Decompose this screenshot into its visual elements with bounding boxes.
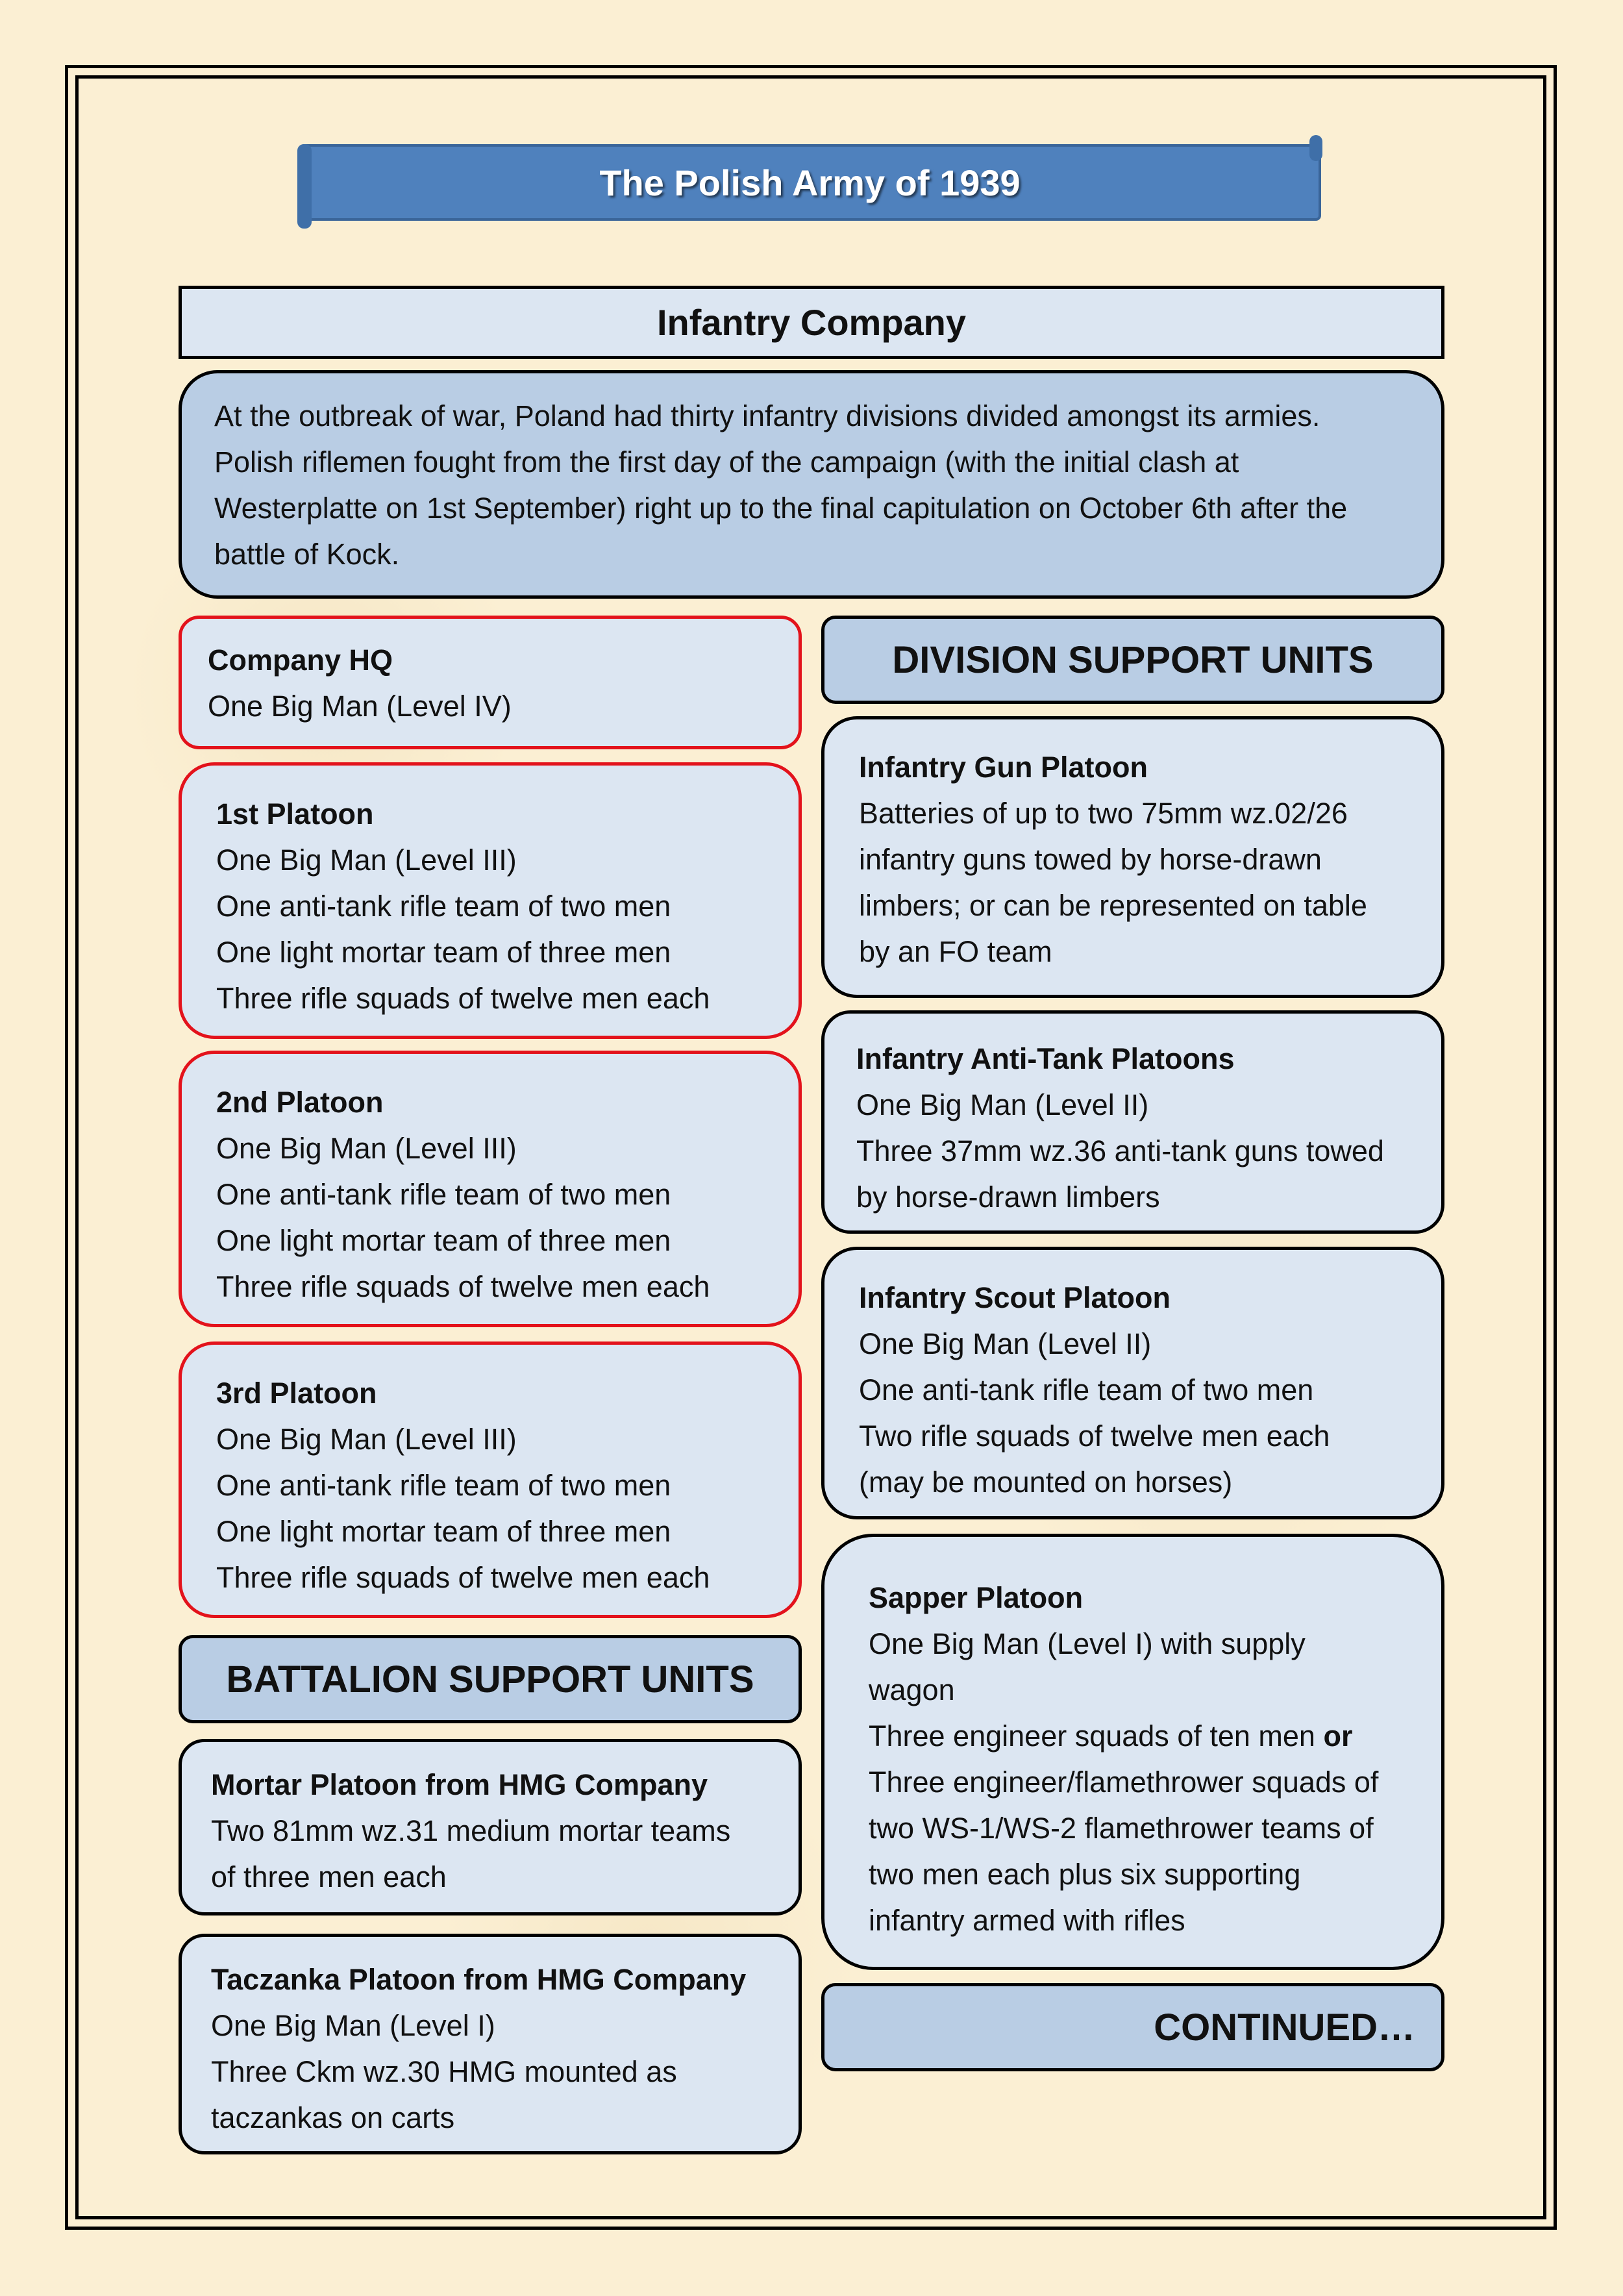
platoon-line: One anti-tank rifle team of two men [216,1469,671,1502]
unit-line: One Big Man (Level I) with supply [869,1627,1306,1660]
platoon-line: One Big Man (Level III) [216,1132,517,1165]
taczanka-platoon-box [179,1934,802,2154]
platoon-line: Three rifle squads of twelve men each [216,982,710,1015]
scout-platoon-box [821,1247,1444,1519]
unit-line [869,1713,1441,1759]
platoon-line: One Big Man (Level III) [216,1423,517,1456]
unit-line: Batteries of up to two 75mm wz.02/26 [859,797,1348,830]
platoon-title: 3rd Platoon [216,1377,377,1410]
unit-line: two WS-1/WS-2 flamethrower teams of [869,1812,1374,1845]
unit-line: wagon [869,1673,955,1706]
battalion-support-header [179,1635,802,1723]
unit-line: Two rifle squads of twelve men each [859,1419,1330,1453]
platoon-line: Three rifle squads of twelve men each [216,1561,710,1594]
platoon-line: One light mortar team of three men [216,936,671,969]
platoon-line: One anti-tank rifle team of two men [216,1178,671,1211]
unit-title: Sapper Platoon [869,1581,1084,1614]
anti-tank-platoons-box [821,1010,1444,1234]
platoon-line: Three rifle squads of twelve men each [216,1270,710,1303]
unit-line: Two 81mm wz.31 medium mortar teams [211,1814,731,1847]
unit-line: One anti-tank rifle team of two men [859,1373,1314,1406]
platoon-title: 2nd Platoon [216,1086,384,1119]
continued-label: CONTINUED… [1154,2006,1415,2049]
sapper-platoon-box [821,1534,1444,1970]
platoon-line: One anti-tank rifle team of two men [216,890,671,923]
company-hq-box [179,616,802,749]
company-hq-title: Company HQ [208,643,393,677]
unit-line: by an FO team [859,935,1052,968]
section-heading: Infantry Company [179,286,1444,359]
intro-line: Westerplatte on 1st September) right up to the final capitulation on October 6th after the [214,492,1348,525]
platoon-box-3 [179,1341,802,1618]
intro-line: battle of Kock. [214,538,400,571]
intro-line: At the outbreak of war, Poland had thirty infantry divisions divided amongst its armies. [214,399,1320,432]
unit-title: Taczanka Platoon from HMG Company [211,1963,747,1996]
division-support-title: DIVISION SUPPORT UNITS [892,638,1374,681]
unit-line: two men each plus six supporting [869,1858,1301,1891]
unit-line: infantry guns towed by horse-drawn [859,843,1322,876]
unit-line-or: or [1323,1719,1353,1753]
unit-title: Mortar Platoon from HMG Company [211,1768,708,1801]
page-title: The Polish Army of 1939 [599,162,1021,203]
unit-title: Infantry Scout Platoon [859,1281,1171,1314]
unit-title: Infantry Gun Platoon [859,751,1148,784]
unit-line: taczankas on carts [211,2101,455,2134]
infantry-gun-platoon-box [821,716,1444,998]
battalion-support-title: BATTALION SUPPORT UNITS [226,1658,754,1701]
unit-line: Three engineer/flamethrower squads of [869,1766,1379,1799]
unit-line: limbers; or can be represented on table [859,889,1367,922]
unit-line: One Big Man (Level II) [859,1327,1152,1360]
unit-line: One Big Man (Level II) [856,1088,1149,1121]
intro-line: Polish riflemen fought from the first day of the campaign (with the initial clash at [214,445,1239,479]
platoon-box-1 [179,762,802,1039]
unit-line: of three men each [211,1860,447,1893]
division-support-header [821,616,1444,704]
unit-title: Infantry Anti-Tank Platoons [856,1042,1235,1075]
platoon-line: One light mortar team of three men [216,1515,671,1548]
platoon-box-2 [179,1051,802,1327]
unit-line: infantry armed with rifles [869,1904,1185,1937]
platoon-line: One light mortar team of three men [216,1224,671,1257]
unit-line-text: Three engineer squads of ten men [869,1719,1324,1753]
unit-line: One Big Man (Level I) [211,2009,495,2042]
continued-box [821,1983,1444,2071]
title-banner [299,144,1321,221]
platoon-line: One Big Man (Level III) [216,843,517,877]
unit-line: by horse-drawn limbers [856,1180,1160,1214]
company-hq-line: One Big Man (Level IV) [208,690,512,723]
unit-line: (may be mounted on horses) [859,1466,1233,1499]
unit-line: Three Ckm wz.30 HMG mounted as [211,2055,677,2088]
unit-line: Three 37mm wz.36 anti-tank guns towed [856,1134,1384,1167]
mortar-platoon-box [179,1739,802,1915]
intro-text-box [179,370,1444,599]
platoon-title: 1st Platoon [216,797,374,830]
